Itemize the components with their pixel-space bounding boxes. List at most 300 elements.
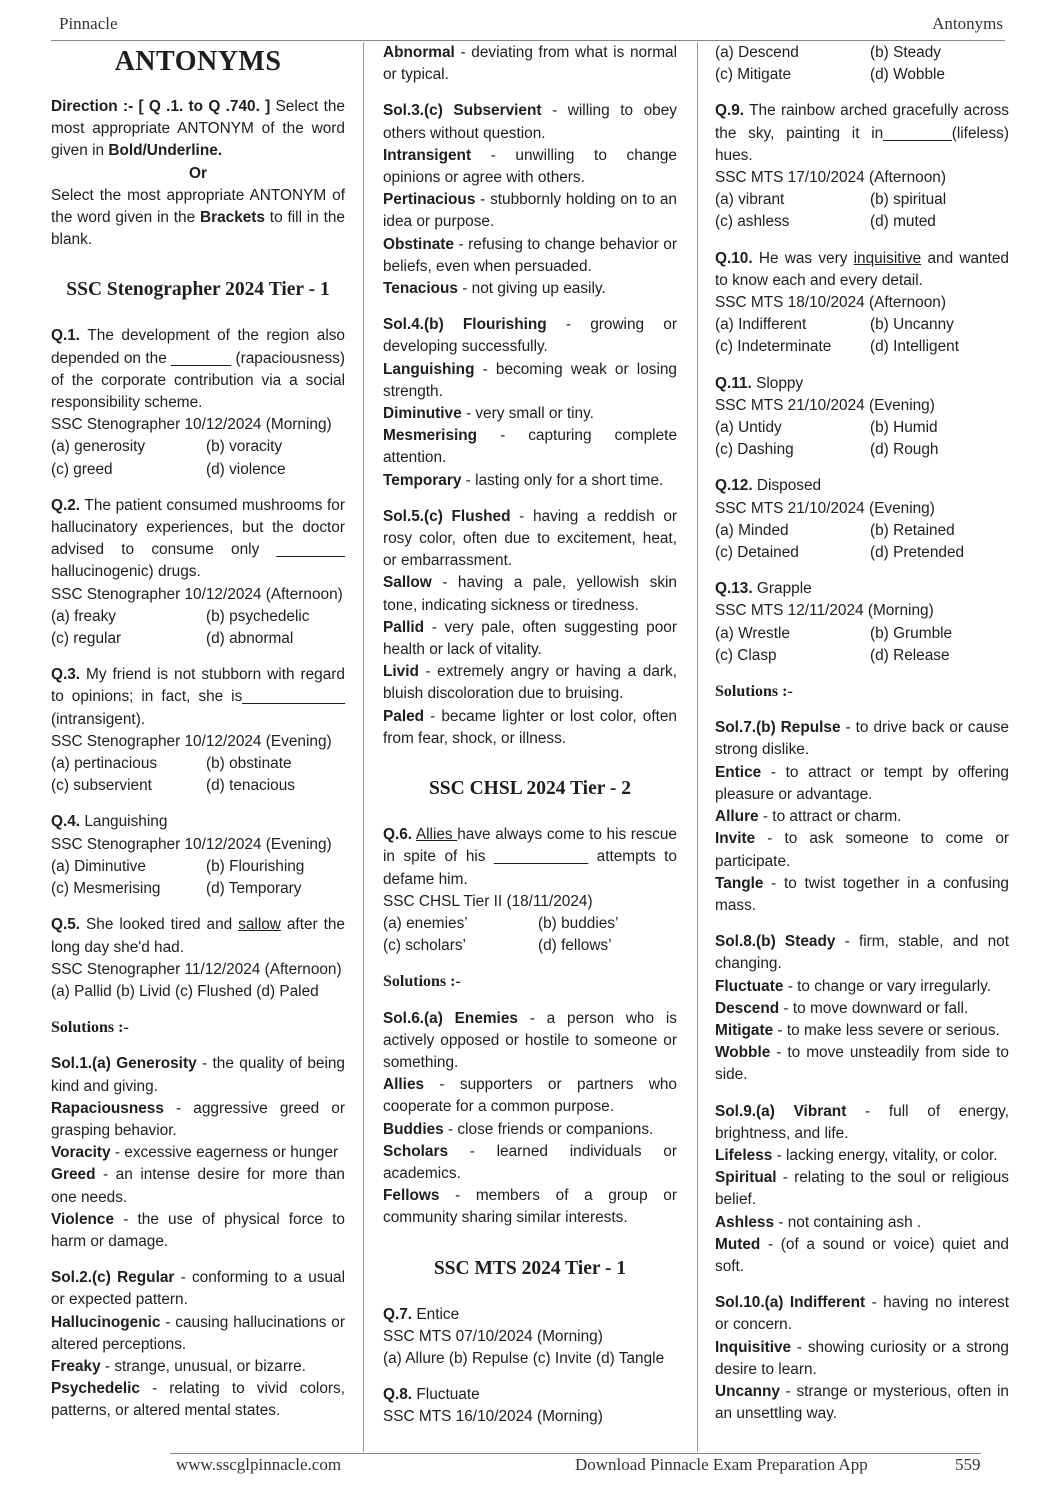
solution-definition: - conforming to a usual or expected pattern. (51, 1269, 345, 1309)
solution-definition: - becoming weak or losing strength. (383, 360, 677, 400)
solution-term: Muted (715, 1235, 761, 1253)
answer-option: (a) Untidy (715, 419, 782, 437)
question-number: Q.6. (383, 826, 413, 844)
answer-option: (a) vibrant (715, 191, 785, 209)
solution-term: Languishing (383, 360, 475, 378)
question (383, 1304, 677, 1371)
question (51, 495, 345, 650)
solution-term: Allure (715, 808, 759, 826)
solution-definition: - relating to vivid colors, patterns, or altered mental states. (51, 1380, 345, 1420)
solution-term: Mitigate (715, 1021, 774, 1039)
solution-term: Voracity (51, 1144, 111, 1162)
exam-source: SSC MTS 21/10/2024 (Evening) (715, 396, 935, 414)
solution-definition: - deviating from what is normal or typical. (383, 44, 677, 84)
solution-term: Sol.1.(a) Generosity (51, 1055, 197, 1073)
question-number: Q.10. (715, 249, 753, 267)
solution-term: Psychedelic (51, 1380, 140, 1398)
answer-option: (c) ashless (715, 213, 790, 231)
solution-definition: - extremely angry or having a dark, bluish discoloration due to bruising. (383, 663, 677, 703)
solution-entry (383, 425, 677, 469)
solution-entry (383, 100, 677, 144)
column-divider (363, 42, 364, 1452)
answer-option: (c) scholars’ (383, 937, 466, 955)
solution-definition: - relating to the soul or religious belief. (715, 1169, 1009, 1209)
solution-definition: - having a reddish or rosy color, often due to excitement, heat, or embarrassment. (383, 507, 677, 570)
solution-definition: - to make less severe or serious. (773, 1021, 1000, 1039)
exam-source: SSC Stenographer 10/12/2024 (Morning) (51, 416, 332, 434)
solution-term: Tenacious (383, 280, 458, 298)
options-grid (715, 189, 1009, 233)
question-number: Q.2. (51, 496, 81, 514)
question-number: Q.7. (383, 1305, 413, 1323)
question-number: Q.12. (715, 477, 753, 495)
question-number: Q.13. (715, 580, 753, 598)
question (51, 914, 345, 1003)
options-grid (51, 856, 345, 900)
solution-term: Scholars (383, 1142, 449, 1160)
answer-option: (d) violence (206, 460, 286, 478)
underlined-word: sallow (238, 916, 281, 934)
solution-definition: - (of a sound or voice) quiet and soft. (715, 1235, 1009, 1275)
solution-entry (51, 1142, 345, 1164)
question (51, 325, 345, 480)
solution-definition: - not containing ash . (774, 1213, 922, 1231)
solution-entry (51, 1356, 345, 1378)
solution-definition: - capturing complete attention. (383, 427, 677, 467)
column-2 (383, 42, 677, 1429)
question-number: Q.11. (715, 374, 752, 392)
question (715, 373, 1009, 462)
solution-entry (715, 976, 1009, 998)
question-text (715, 475, 1009, 497)
solution-definition: - to twist together in a confusing mass. (715, 874, 1009, 914)
exam-source: SSC MTS 21/10/2024 (Evening) (715, 499, 935, 517)
answer-option: (c) Mitigate (715, 66, 792, 84)
question-text (51, 664, 345, 731)
page-number: 559 (955, 1455, 981, 1474)
answer-option: (c) Mesmerising (51, 880, 161, 898)
solution-definition: - to move unsteadily from side to side. (715, 1044, 1009, 1084)
solution-entry (383, 1074, 677, 1118)
question-text (51, 914, 345, 958)
header-divider (51, 40, 1005, 41)
text-segment: and wanted to know each and every detail. (715, 249, 1009, 289)
solution-term: Intransigent (383, 146, 472, 164)
solution-entry (51, 1209, 345, 1253)
solution-entry (715, 1234, 1009, 1278)
solution-entry (383, 572, 677, 616)
solution-definition: - aggressive greed or grasping behavior. (51, 1099, 345, 1139)
solution-entry (715, 1212, 1009, 1234)
question-text (715, 248, 1009, 292)
underlined-word: Allies (415, 826, 458, 844)
exam-source: SSC Stenographer 10/12/2024 (Evening) (51, 835, 332, 853)
answer-option: (b) Retained (870, 521, 955, 539)
question-text (715, 100, 1009, 167)
answer-option: (b) psychedelic (206, 607, 310, 625)
solution-term: Pertinacious (383, 191, 476, 209)
answer-option: (a) Minded (715, 521, 789, 539)
exam-source: SSC MTS 16/10/2024 (Morning) (383, 1408, 603, 1426)
section-heading: SSC Stenographer 2024 Tier - 1 (66, 279, 330, 301)
solution-definition: - very small or tiny. (461, 405, 594, 423)
solution-entry (383, 278, 677, 300)
solution (51, 1053, 345, 1253)
page-title: ANTONYMS (114, 46, 282, 77)
footer-website[interactable]: www.sscglpinnacle.com (176, 1455, 342, 1474)
options-grid (715, 314, 1009, 358)
question-number: Q.9. (715, 102, 745, 120)
question-text (383, 1304, 677, 1326)
text-segment: Grapple (752, 580, 812, 598)
solution (383, 100, 677, 300)
solution-entry (383, 403, 677, 425)
solution (51, 1267, 345, 1422)
solution-entry (715, 1020, 1009, 1042)
solution-entry (715, 762, 1009, 806)
exam-source: SSC MTS 18/10/2024 (Afternoon) (715, 294, 946, 312)
answer-option: (b) voracity (206, 438, 283, 456)
solution-entry (715, 1381, 1009, 1425)
solution-definition: - to change or vary irregularly. (783, 977, 991, 995)
solution (383, 506, 677, 750)
question-text (383, 1384, 677, 1406)
exam-source: SSC Stenographer 10/12/2024 (Evening) (51, 732, 332, 750)
text-segment: Fluctuate (412, 1386, 480, 1404)
solution-definition: - excessive eagerness or hunger (110, 1144, 339, 1162)
solution-definition: - lasting only for a short time. (461, 471, 664, 489)
solution-definition: - firm, stable, and not changing. (715, 933, 1010, 973)
options-grid (51, 753, 345, 797)
solution-entry (383, 145, 677, 189)
question-number: Q.5. (51, 916, 81, 934)
solution-term: Uncanny (715, 1382, 780, 1400)
solution (715, 1101, 1009, 1279)
solution-definition: - unwilling to change opinions or agree with others. (383, 146, 677, 187)
answer-option: (a) freaky (51, 607, 116, 625)
text-segment: The development of the region also depended on the _______ (rapaciousness) of the corporate contribution via a social responsibility scheme. (51, 327, 345, 412)
question-number: Q.8. (383, 1386, 413, 1404)
answer-option: (b) Humid (870, 419, 938, 437)
solution-term: Sol.6.(a) Enemies (383, 1009, 518, 1027)
solution-definition: - supporters or partners who cooperate for a common purpose. (383, 1076, 677, 1116)
solution (715, 717, 1009, 917)
solution-term: Mesmerising (383, 427, 478, 445)
footer-app-promo: Download Pinnacle Exam Preparation App (575, 1455, 868, 1474)
solution-entry (715, 717, 1009, 761)
text-segment: She looked tired and (80, 916, 239, 934)
options-grid (715, 623, 1009, 667)
solutions-heading: Solutions :- (51, 1019, 129, 1037)
solution (715, 931, 1009, 1086)
solution-definition: - lacking energy, vitality, or color. (772, 1146, 998, 1164)
question-number: Q.3. (51, 666, 81, 684)
solution-term: Fluctuate (715, 977, 784, 995)
question (383, 824, 677, 957)
answer-option: (a) generosity (51, 438, 146, 456)
solution-definition: - the quality of being kind and giving. (51, 1055, 345, 1095)
solution-term: Buddies (383, 1120, 444, 1138)
answer-option: (c) Dashing (715, 441, 794, 459)
solution-term: Diminutive (383, 405, 462, 423)
answer-option: (d) Rough (870, 441, 939, 459)
solutions-heading: Solutions :- (383, 973, 461, 991)
solution-term: Spiritual (715, 1169, 777, 1187)
text-segment: Select the most appropriate ANTONYM of the word given in the (51, 186, 345, 227)
solution-term: Invite (715, 830, 756, 848)
solution-term: Abnormal (383, 44, 455, 61)
text-segment: Select the most appropriate ANTONYM of the word given in (51, 98, 345, 160)
solution-definition: - having no interest or concern. (715, 1294, 1009, 1334)
solutions-heading: Solutions :- (715, 683, 793, 701)
exam-source: SSC MTS 07/10/2024 (Morning) (383, 1327, 603, 1345)
solution-term: Wobble (715, 1044, 771, 1062)
solution-entry (383, 1185, 677, 1229)
solution-entry (51, 1098, 345, 1142)
solution-term: Rapaciousness (51, 1099, 164, 1117)
question-text (51, 495, 345, 584)
answer-option: (c) regular (51, 630, 122, 648)
solution-definition: - having a pale, yellowish skin tone, indicating sickness or tiredness. (383, 574, 677, 614)
answer-option: (a) Wrestle (715, 624, 790, 642)
solution-definition: - to ask someone to come or participate. (715, 830, 1009, 870)
or-separator: Or (189, 164, 207, 182)
solution-term: Lifeless (715, 1146, 773, 1164)
text-segment: The patient consumed mushrooms for hallucinatory experiences, but the doctor advised to consume only ________ hallucinogenic) drugs. (51, 496, 345, 581)
text-segment: Sloppy (751, 374, 804, 392)
solution-entry (715, 1042, 1009, 1086)
answer-option: (d) tenacious (206, 777, 295, 795)
solution-definition: - members of a group or community sharing similar interests. (383, 1187, 677, 1227)
answer-option: (a) Indifferent (715, 316, 807, 334)
solution (715, 1292, 1009, 1425)
solution-term: Inquisitive (715, 1338, 792, 1356)
text-segment: Entice (412, 1305, 460, 1323)
answer-option: (b) Grumble (870, 624, 953, 642)
answer-option: (d) Temporary (206, 880, 302, 898)
solution-entry (383, 234, 677, 278)
solution-entry (715, 1101, 1009, 1145)
answer-options-inline: (a) Allure (b) Repulse (c) Invite (d) Tangle (383, 1349, 665, 1367)
solution-term: Fellows (383, 1187, 440, 1205)
answer-option: (b) Flourishing (206, 857, 305, 875)
exam-source: SSC CHSL Tier II (18/11/2024) (383, 892, 593, 910)
solution-entry (715, 873, 1009, 917)
question (715, 100, 1009, 233)
solution-entry (383, 1141, 677, 1185)
answer-option: (a) Descend (715, 44, 799, 61)
solution-entry (51, 1312, 345, 1356)
solution-definition: - growing or developing successfully. (383, 316, 677, 356)
solution-term: Sol.5.(c) Flushed (383, 507, 511, 525)
column-3 (715, 42, 1009, 1425)
text-segment: My friend is not stubborn with regard to opinions; in fact, she is____________ (intransigent). (51, 666, 345, 728)
answer-option: (a) enemies’ (383, 914, 468, 932)
answer-option: (b) obstinate (206, 755, 292, 773)
column-1 (51, 42, 345, 1423)
solution-term: Temporary (383, 471, 462, 489)
solution-term: Sallow (383, 574, 432, 592)
solution-definition: - willing to obey others without question. (383, 102, 677, 142)
solution-term: Sol.8.(b) Steady (715, 933, 836, 951)
solution-entry (383, 359, 677, 403)
solution-definition: - to attract or tempt by offering pleasure or advantage. (715, 763, 1009, 803)
solution-term: Ashless (715, 1213, 775, 1231)
solution-term: Tangle (715, 874, 764, 892)
solution-definition: - strange, unusual, or bizarre. (100, 1357, 306, 1375)
solution-term: Sol.4.(b) Flourishing (383, 316, 547, 334)
answer-option: (d) abnormal (206, 630, 294, 648)
solution-definition: - strange or mysterious, often in an unsettling way. (715, 1382, 1009, 1423)
question-text (715, 578, 1009, 600)
solution-definition: - not giving up easily. (457, 280, 606, 298)
solution (383, 42, 677, 86)
exam-source: SSC Stenographer 11/12/2024 (Afternoon) (51, 960, 342, 978)
text-segment: Brackets (199, 209, 265, 227)
solution-entry (51, 1164, 345, 1208)
solution-term: Descend (715, 999, 780, 1017)
answer-option: (a) pertinacious (51, 755, 158, 773)
underlined-word: inquisitive (853, 249, 922, 267)
solution-entry (715, 998, 1009, 1020)
solution-definition: - an intense desire for more than one needs. (51, 1166, 345, 1206)
options-grid (715, 417, 1009, 461)
solution-term: Hallucinogenic (51, 1313, 161, 1331)
exam-source: SSC MTS 12/11/2024 (Morning) (715, 602, 934, 620)
solution-term: Sol.7.(b) Repulse (715, 719, 841, 737)
answer-option: (c) Clasp (715, 646, 777, 664)
answer-option: (b) Uncanny (870, 316, 954, 334)
solution-definition: - very pale, often suggesting poor health or lack of vitality. (383, 618, 677, 659)
solution-definition: - to move downward or fall. (779, 999, 969, 1017)
text-segment: He was very (752, 249, 854, 267)
solution-term: Sol.9.(a) Vibrant (715, 1102, 847, 1120)
options-grid (383, 913, 677, 957)
solution-entry (383, 506, 677, 573)
solution-term: Paled (383, 707, 425, 725)
exam-source: SSC Stenographer 10/12/2024 (Afternoon) (51, 585, 343, 603)
answer-option: (d) fellows’ (538, 937, 612, 955)
solution-entry (715, 1292, 1009, 1336)
answer-option: (b) spiritual (870, 191, 947, 209)
solution (383, 1008, 677, 1230)
direction-text (51, 96, 345, 163)
question (51, 664, 345, 797)
solution-entry (383, 617, 677, 661)
solution-term: Pallid (383, 618, 425, 636)
options-grid (51, 436, 345, 480)
answer-options-inline: (a) Pallid (b) Livid (c) Flushed (d) Paled (51, 982, 319, 1000)
solution-term: Obstinate (383, 235, 454, 253)
solution-entry (383, 42, 677, 86)
solution-definition: - became lighter or lost color, often from fear, shock, or illness. (383, 707, 677, 747)
solution-term: Sol.2.(c) Regular (51, 1269, 175, 1287)
question (715, 475, 1009, 564)
solution-entry (51, 1053, 345, 1097)
solution-definition: - learned individuals or academics. (383, 1142, 677, 1182)
solution-entry (383, 1008, 677, 1075)
solution-entry (383, 1119, 677, 1141)
solution-term: Violence (51, 1210, 115, 1228)
solution-entry (715, 1167, 1009, 1211)
solution-definition: - full of energy, brightness, and life. (715, 1102, 1009, 1142)
solution-entry (383, 470, 677, 492)
text-segment: Bold/Underline. (108, 142, 223, 160)
solution-entry (51, 1378, 345, 1422)
exam-source: SSC MTS 17/10/2024 (Afternoon) (715, 169, 946, 187)
answer-option: (b) Steady (870, 44, 942, 61)
question (715, 578, 1009, 667)
question (51, 811, 345, 900)
solution-definition: - close friends or companions. (443, 1120, 654, 1138)
answer-option: (c) greed (51, 460, 113, 478)
solution-entry (715, 1145, 1009, 1167)
solution-term: Sol.10.(a) Indifferent (715, 1294, 866, 1312)
answer-option: (d) Intelligent (870, 338, 959, 356)
text-segment: after the long day she'd had. (51, 916, 345, 956)
solution-entry (383, 661, 677, 705)
solution-definition: - showing curiosity or a strong desire to learn. (715, 1338, 1009, 1378)
column-divider (697, 42, 698, 1452)
question-text (383, 824, 677, 891)
answer-option: (d) Release (870, 646, 950, 664)
text-segment: Languishing (80, 813, 168, 831)
question-number: Q.4. (51, 813, 81, 831)
solution-entry (715, 931, 1009, 975)
solution-definition: - refusing to change behavior or beliefs, even when persuaded. (383, 235, 677, 275)
solution-definition: - a person who is actively opposed or hostile to someone or something. (383, 1009, 677, 1071)
solution-entry (51, 1267, 345, 1311)
solution-definition: - causing hallucinations or altered perceptions. (51, 1313, 345, 1353)
options-grid (715, 42, 1009, 86)
options-grid (51, 606, 345, 650)
solution-definition: - to attract or charm. (758, 808, 902, 826)
answer-option: (c) subservient (51, 777, 152, 795)
text-segment: have always come to his rescue in spite of his ___________ attempts to defame him. (383, 826, 677, 888)
solution-term: Freaky (51, 1357, 101, 1375)
section-heading: SSC CHSL 2024 Tier - 2 (428, 778, 632, 800)
text-segment: Disposed (752, 477, 822, 495)
text-segment: to fill in the blank. (51, 209, 345, 249)
question (383, 1384, 677, 1428)
solution-definition: - the use of physical force to harm or damage. (51, 1210, 345, 1250)
solution-entry (383, 706, 677, 750)
solution-term: Greed (51, 1166, 96, 1184)
question-text (715, 373, 1009, 395)
question (715, 248, 1009, 359)
solution-term: Livid (383, 663, 419, 681)
solution-entry (715, 828, 1009, 872)
answer-option: (d) Wobble (870, 66, 945, 84)
solution-entry (715, 1337, 1009, 1381)
solution-term: Entice (715, 763, 762, 781)
solution-term: Allies (383, 1076, 425, 1094)
solution-entry (383, 189, 677, 233)
text-segment: The rainbow arched gracefully across the sky, painting it in________(lifeless) hues. (715, 102, 1009, 164)
section-heading: SSC MTS 2024 Tier - 1 (433, 1257, 627, 1279)
answer-option: (c) Indeterminate (715, 338, 832, 356)
answer-option: (d) muted (870, 213, 936, 231)
text-segment: Direction :- [ Q .1. to Q .740. ] (51, 98, 271, 115)
footer-divider (170, 1453, 981, 1454)
direction-text (51, 185, 345, 252)
header-right: Antonyms (932, 14, 1003, 33)
options-grid (715, 520, 1009, 564)
solution-definition: - stubbornly holding on to an idea or purpose. (383, 191, 677, 231)
solution-term: Sol.3.(c) Subservient (383, 102, 542, 120)
solution-entry (383, 314, 677, 358)
question-number: Q.1. (51, 327, 81, 345)
